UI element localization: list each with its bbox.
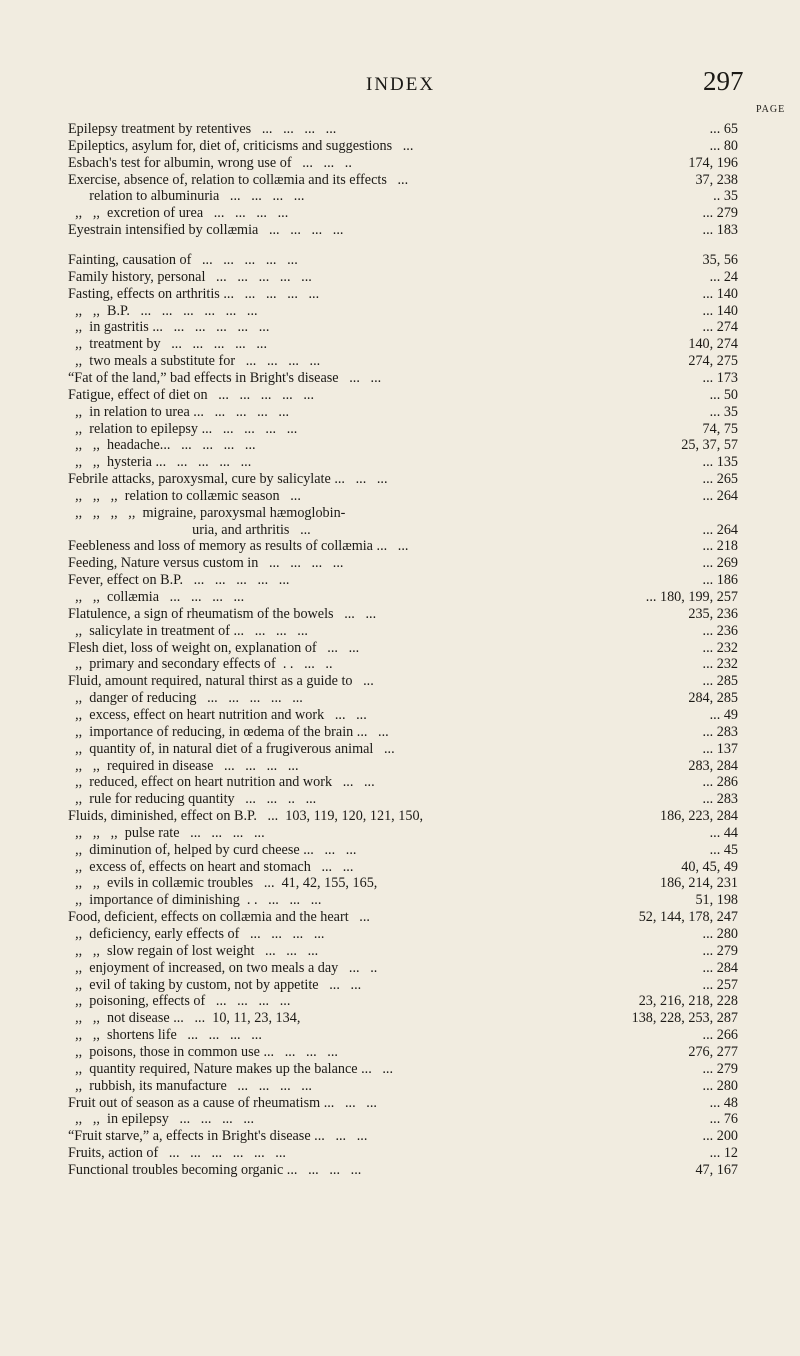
- index-entry-text: ,, importance of reducing, in œdema of the brain ... ...: [68, 723, 389, 740]
- index-entry-text: Food, deficient, effects on collæmia and the heart ...: [68, 909, 370, 926]
- index-entry: [68, 808, 738, 825]
- index-entry-text: “Fruit starve,” a, effects in Bright's disease ... ... ...: [68, 1128, 368, 1145]
- index-entry: [68, 943, 738, 960]
- index-entry: [68, 222, 738, 239]
- index-entry-pages: 235, 236: [688, 605, 738, 622]
- index-entry-pages: ... 269: [702, 555, 738, 572]
- index-entry-pages: ... 286: [702, 774, 738, 791]
- index-entry-pages: 47, 167: [695, 1161, 738, 1178]
- index-entry: [68, 471, 738, 488]
- index-entry: [68, 741, 738, 758]
- index-entry: [68, 842, 738, 859]
- index-entry: [68, 1044, 738, 1061]
- index-entry: [68, 522, 738, 539]
- index-entry: [68, 859, 738, 876]
- index-entry-text: ,, rule for reducing quantity ... ... .. ...: [68, 791, 317, 808]
- index-entry: [68, 875, 738, 892]
- index-entry-pages: ... 264: [702, 521, 738, 538]
- index-entry: [68, 172, 738, 189]
- index-entry-text: Fruits, action of ... ... ... ... ... ...: [68, 1145, 286, 1161]
- index-entry-pages: ... 180, 199, 257: [645, 589, 738, 605]
- index-entry: [68, 791, 738, 808]
- index-entry-pages: ... 137: [702, 740, 738, 757]
- index-entry: [68, 188, 738, 205]
- index-entry-text: Epileptics, asylum for, diet of, criticisms and suggestions ...: [68, 137, 414, 154]
- index-entry: [68, 909, 738, 926]
- index-entry-pages: ... 257: [702, 976, 738, 993]
- index-entry-pages: 35, 56: [702, 251, 738, 268]
- index-entry-text: ,, ,, excretion of urea ... ... ... ...: [68, 205, 289, 222]
- index-entry-text: ,, enjoyment of increased, on two meals a day ... ..: [68, 959, 378, 976]
- index-entry-pages: ... 274: [702, 319, 738, 336]
- index-entry-pages: ... 173: [702, 369, 738, 386]
- index-entry-pages: 186, 214, 231: [659, 875, 738, 892]
- index-entry-text: ,, two meals a substitute for ... ... ... ...: [68, 353, 321, 370]
- index-entry-text: ,, quantity of, in natural diet of a frugiverous animal ...: [68, 740, 395, 757]
- index-entry: [68, 1078, 738, 1095]
- index-entry-text: ,, deficiency, early effects of ... ... ... ...: [68, 926, 325, 942]
- index-entry: [68, 892, 738, 909]
- index-entry-pages: ... 280: [702, 926, 738, 942]
- index-entry-pages: ... 264: [702, 487, 738, 504]
- index-entry: [68, 656, 738, 673]
- index-entry-text: ,, in relation to urea ... ... ... ... ...: [68, 403, 290, 420]
- index-entry-pages: ... 44: [709, 824, 738, 841]
- index-entry-text: ,, poisons, those in common use ... ... ... ...: [68, 1043, 338, 1060]
- index-entry-text: ,, ,, not disease ... ... 10, 11, 23, 134,: [68, 1010, 301, 1027]
- page-title: INDEX: [366, 74, 436, 95]
- index-entry-text: ,, ,, in epilepsy ... ... ... ...: [68, 1111, 255, 1128]
- index-entry: [68, 303, 738, 320]
- index-entry-pages: 284, 285: [688, 690, 738, 707]
- index-entry-text: Exercise, absence of, relation to collæmia and its effects ...: [68, 171, 409, 188]
- index-entry-pages: ... 49: [709, 706, 738, 723]
- index-entry: [68, 1027, 738, 1044]
- index-entry: [68, 1128, 738, 1145]
- index-entry: [68, 319, 738, 336]
- index-entry-text: Fasting, effects on arthritis ... ... ... ... ...: [68, 285, 320, 302]
- index-entry-text: ,, treatment by ... ... ... ... ...: [68, 336, 267, 353]
- index-entry-pages: 52, 144, 178, 247: [638, 909, 738, 926]
- index-entry-pages: ... 279: [702, 205, 738, 222]
- index-entry-text: ,, evil of taking by custom, not by appetite ... ...: [68, 976, 362, 993]
- index-entry: [68, 825, 738, 842]
- index-entry: [68, 993, 738, 1010]
- index-entry-text: ,, ,, slow regain of lost weight ... ... ...: [68, 942, 319, 959]
- index-entry-text: ,, relation to epilepsy ... ... ... ... ...: [68, 420, 298, 437]
- index-entry: [68, 454, 738, 471]
- index-entry-text: ,, ,, shortens life ... ... ... ...: [68, 1027, 262, 1044]
- index-entry-pages: ... 140: [702, 285, 738, 302]
- index-entry-pages: ... 279: [702, 1060, 738, 1077]
- index-entry-pages: 74, 75: [702, 420, 738, 437]
- index-entry: [68, 269, 738, 286]
- index-entry-pages: ... 48: [709, 1094, 738, 1111]
- index-entry-text: Esbach's test for albumin, wrong use of ... ... ..: [68, 154, 352, 171]
- index-entry: [68, 555, 738, 572]
- index-entry-text: ,, excess of, effects on heart and stomach ... ...: [68, 858, 354, 875]
- index-entry-pages: ... 50: [709, 386, 738, 403]
- index-entry: [68, 370, 738, 387]
- index-entry-text: Flatulence, a sign of rheumatism of the bowels ... ...: [68, 605, 377, 622]
- index-entry: [68, 623, 738, 640]
- index-entry-pages: 186, 223, 284: [659, 808, 738, 824]
- index-entry-pages: ... 236: [702, 622, 738, 639]
- index-entry-pages: ... 65: [709, 121, 738, 137]
- index-entry: [68, 138, 738, 155]
- index-entry-pages: ... 265: [702, 471, 738, 487]
- index-entry: [68, 758, 738, 775]
- index-entry-text: Functional troubles becoming organic ... ... ... ...: [68, 1161, 362, 1178]
- index-entry-pages: 274, 275: [688, 353, 738, 370]
- index-entry-text: ,, primary and secondary effects of . . ... ..: [68, 656, 333, 673]
- index-entry-text: Fruit out of season as a cause of rheumatism ... ... ...: [68, 1094, 377, 1111]
- index-entry-text: ,, salicylate in treatment of ... ... ... ...: [68, 622, 308, 639]
- index-entry-text: ,, danger of reducing ... ... ... ... ...: [68, 690, 303, 707]
- index-entry-text: Feebleness and loss of memory as results of collæmia ... ...: [68, 538, 409, 555]
- index-entry-text: Fluid, amount required, natural thirst as a guide to ...: [68, 673, 374, 690]
- index-entry: [68, 437, 738, 454]
- index-entry-pages: ... 140: [702, 302, 738, 319]
- index-entry-pages: ... 186: [702, 572, 738, 589]
- page-number: 297: [703, 66, 744, 96]
- index-entry: [68, 155, 738, 172]
- index-entry: [68, 505, 738, 522]
- index-entry-text: ,, ,, ,, pulse rate ... ... ... ...: [68, 824, 265, 841]
- index-entry-pages: ... 35: [709, 403, 738, 420]
- index-entry: [68, 690, 738, 707]
- index-entry: [68, 421, 738, 438]
- index-entry: [68, 1162, 738, 1179]
- index-entry: [68, 977, 738, 994]
- index-entry-pages: ... 135: [702, 454, 738, 471]
- index-entry: [68, 572, 738, 589]
- index-entry-text: Fluids, diminished, effect on B.P. ... 103, 119, 120, 121, 150,: [68, 808, 424, 824]
- index-entry-text: uria, and arthritis ...: [68, 521, 311, 538]
- index-entry: [68, 538, 738, 555]
- index-entry-pages: ... 279: [702, 942, 738, 959]
- index-entry-pages: 276, 277: [688, 1043, 738, 1060]
- index-entry: [68, 640, 738, 657]
- index-entry-text: ,, reduced, effect on heart nutrition and work ... ...: [68, 774, 375, 791]
- index-entry-pages: ... 12: [709, 1145, 738, 1161]
- index-entry: [68, 774, 738, 791]
- index-entry: [68, 1145, 738, 1162]
- index-entry-text: ,, poisoning, effects of ... ... ... ...: [68, 993, 291, 1010]
- index-entry-pages: 37, 238: [695, 171, 738, 188]
- index-entry-text: ,, ,, hysteria ... ... ... ... ...: [68, 454, 252, 471]
- index-entry-text: Fatigue, effect of diet on ... ... ... ... ...: [68, 386, 315, 403]
- index-entry: [68, 488, 738, 505]
- index-entry-pages: ... 284: [702, 959, 738, 976]
- index-entry-text: ,, quantity required, Nature makes up the balance ... ...: [68, 1060, 394, 1077]
- index-entry: [68, 1111, 738, 1128]
- index-entry-text: ,, importance of diminishing . . ... ... ...: [68, 892, 322, 909]
- index-entry-text: ,, ,, B.P. ... ... ... ... ... ...: [68, 302, 258, 319]
- index-entry-pages: ... 285: [702, 673, 738, 690]
- index-entry-text: ,, ,, evils in collæmic troubles ... 41, 42, 155, 165,: [68, 875, 378, 892]
- index-entry-text: ,, ,, headache... ... ... ... ...: [68, 437, 256, 454]
- index-entry: [68, 387, 738, 404]
- index-entry-text: Flesh diet, loss of weight on, explanation of ... ...: [68, 639, 360, 656]
- index-entry: [68, 252, 738, 269]
- index-entry: [68, 960, 738, 977]
- index-entry-text: ,, ,, collæmia ... ... ... ...: [68, 589, 245, 605]
- index-entry-pages: .. 35: [713, 188, 738, 205]
- index-entry-text: ,, ,, ,, relation to collæmic season ...: [68, 487, 301, 504]
- index-entry: [68, 926, 738, 943]
- index-entry: [68, 121, 738, 138]
- index-entry-pages: ... 232: [702, 639, 738, 656]
- index-entry: [68, 673, 738, 690]
- index-entry-pages: 138, 228, 253, 287: [631, 1010, 738, 1027]
- index-entry-text: Eyestrain intensified by collæmia ... ... ... ...: [68, 222, 344, 239]
- index-entry-text: ,, rubbish, its manufacture ... ... ... ...: [68, 1077, 312, 1094]
- index-entry-pages: 174, 196: [688, 154, 738, 171]
- index-entry-pages: 51, 198: [695, 892, 738, 909]
- index-entry-pages: ... 45: [709, 841, 738, 858]
- index-entry-text: Fever, effect on B.P. ... ... ... ... ...: [68, 572, 290, 589]
- index-entry: [68, 336, 738, 353]
- index-entry-text: relation to albuminuria ... ... ... ...: [68, 188, 305, 205]
- index-entry-text: Epilepsy treatment by retentives ... ... ... ...: [68, 121, 337, 137]
- index-entry: [68, 707, 738, 724]
- index-entry-text: Feeding, Nature versus custom in ... ... ... ...: [68, 555, 344, 572]
- index-entry-text: Febrile attacks, paroxysmal, cure by salicylate ... ... ...: [68, 471, 388, 487]
- index-entry-pages: ... 280: [702, 1077, 738, 1094]
- index-entry-pages: ... 183: [702, 222, 738, 239]
- index-entry-pages: ... 283: [702, 791, 738, 808]
- index-entry-text: ,, ,, required in disease ... ... ... ...: [68, 757, 299, 774]
- index-entry-pages: 25, 37, 57: [681, 437, 738, 454]
- index-entry: [68, 606, 738, 623]
- index-entry-pages: ... 76: [709, 1111, 738, 1128]
- index-entry: [68, 353, 738, 370]
- index-entry-pages: ... 80: [709, 137, 738, 154]
- index-entry-pages: ... 200: [702, 1128, 738, 1145]
- index-entry-pages: ... 232: [702, 656, 738, 673]
- index-entry-pages: ... 266: [702, 1027, 738, 1044]
- index-entry-pages: 40, 45, 49: [681, 858, 738, 875]
- index-entry-pages: ... 283: [702, 723, 738, 740]
- index-entry-pages: 140, 274: [688, 336, 738, 353]
- index-entry-pages: 283, 284: [688, 757, 738, 774]
- index-entry: [68, 1010, 738, 1027]
- index-entry: [68, 589, 738, 606]
- index-entry: [68, 724, 738, 741]
- index-entry-text: ,, excess, effect on heart nutrition and work ... ...: [68, 706, 367, 723]
- index-entry-pages: 23, 216, 218, 228: [638, 993, 738, 1010]
- index-entry: [68, 286, 738, 303]
- index-entry: [68, 1061, 738, 1078]
- index-entry-text: Family history, personal ... ... ... ... ...: [68, 268, 312, 285]
- index-entry-pages: ... 24: [709, 268, 738, 285]
- index-entry: [68, 1095, 738, 1112]
- index-entry-pages: ... 218: [702, 538, 738, 555]
- index-entry-text: ,, ,, ,, ,, migraine, paroxysmal hæmoglobin-: [68, 504, 346, 521]
- index-entry-text: ,, in gastritis ... ... ... ... ... ...: [68, 319, 270, 336]
- index-entry-text: “Fat of the land,” bad effects in Bright's disease ... ...: [68, 369, 382, 386]
- index-entry: [68, 205, 738, 222]
- index-entry-text: Fainting, causation of ... ... ... ... ...: [68, 251, 298, 268]
- index-entry: [68, 404, 738, 421]
- index-entry-text: ,, diminution of, helped by curd cheese ... ... ...: [68, 841, 357, 858]
- page-column-heading: PAGE: [756, 104, 786, 115]
